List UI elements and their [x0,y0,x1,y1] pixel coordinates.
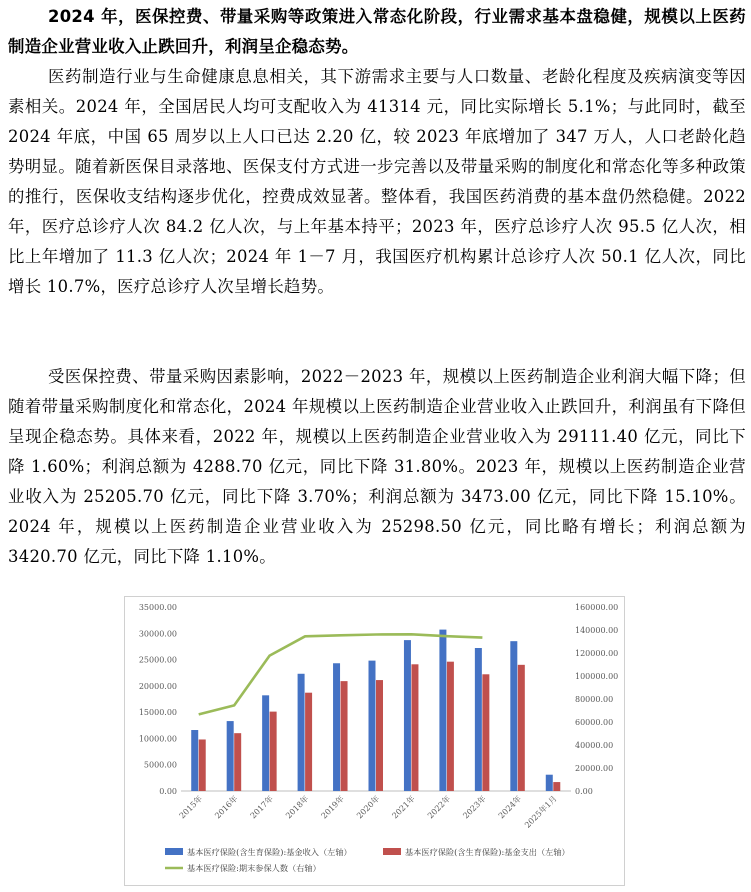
fund-income-bar [298,674,305,791]
fund-expense-bar [376,680,383,791]
body-paragraph-1: 医药制造行业与生命健康息息相关，其下游需求主要与人口数量、老龄化程度及疾病演变等因素相关。2024 年，全国居民人均可支配收入为 41314 元，同比实际增长 5.1%；与此同时，截至 2024 年底，中国 65 周岁以上人口已达 2.20 亿，较 2023 年底增加了 347 万人，人口老龄化趋势明显。随着新医保目录落地、医保支付方式进一步完善以及带量采购的制度化和常态化等多种政策的推行，医保收支结构逐步优化，控费成效显著。整体看，我国医药消费的基本盘仍然稳健。2022 年，医疗总诊疗人次 84.2 亿人次，与上年基本持平；2023 年，医疗总诊疗人次 95.5 亿人次，相比上年增加了 11.3 亿人次；2024 年 1－7 月，我国医疗机构累计总诊疗人次 50.1 亿人次，同比增长 10.7%，医疗总诊疗人次呈增长趋势。 [8,67,746,296]
fund-expense-bar [341,681,348,791]
left-axis-tick-label: 30000.00 [138,629,177,639]
fund-income-bar [510,641,517,791]
fund-income-bar [191,730,198,791]
right-axis-tick-label: 100000.00 [575,672,619,681]
legend-fund-income-swatch [165,848,183,855]
x-axis-category-label: 2023年 [461,794,488,821]
fund-income-bar [262,695,269,791]
x-axis-category-label: 2021年 [390,794,417,821]
left-axis-tick-label: 20000.00 [138,681,177,691]
section-heading: 2024 年，医保控费、带量采购等政策进入常态化阶段，行业需求基本盘稳健，规模以上医药制造企业营业收入止跌回升，利润呈企稳态势。 [8,7,746,56]
right-axis-tick-label: 0.00 [575,787,593,796]
left-axis-tick-label: 10000.00 [138,734,177,744]
fund-income-bar [369,661,376,791]
x-axis-category-label: 2018年 [284,794,311,821]
fund-expense-bar [234,733,241,791]
fund-income-bar [333,663,340,791]
fund-income-bar [475,648,482,791]
right-axis-tick-label: 80000.00 [575,695,614,704]
left-axis-tick-label: 25000.00 [138,655,177,665]
right-axis-tick-label: 40000.00 [575,741,614,750]
fund-expense-bar [411,664,418,791]
right-axis-tick-label: 20000.00 [575,764,614,773]
right-axis-tick-label: 160000.00 [575,603,619,612]
chart-frame [124,596,625,886]
left-axis-tick-label: 15000.00 [138,708,177,718]
right-axis-tick-label: 140000.00 [575,626,619,635]
fund-income-bar [439,630,446,791]
right-axis-tick-label: 60000.00 [575,718,614,727]
x-axis-category-label: 2016年 [213,794,240,821]
fund-expense-bar [518,665,525,791]
fund-expense-bar [199,739,206,791]
legend-fund-income-label: 基本医疗保险(含生育保险):基金收入（左轴） [187,847,352,857]
left-axis-tick-label: 0.00 [159,787,177,796]
fund-expense-bar [482,674,489,791]
x-axis-category-label: 2024年 [496,794,524,821]
fund-expense-bar [447,662,454,791]
legend-fund-expense-swatch [383,848,401,855]
fund-expense-bar [553,782,560,791]
fund-income-bar [546,775,553,791]
x-axis-category-label: 2025年1月 [523,794,559,830]
fund-income-bar [404,640,411,791]
legend-insured-persons-label: 基本医疗保险:期末参保人数（右轴） [187,863,321,873]
left-axis-tick-label: 35000.00 [138,603,177,612]
legend-fund-expense-label: 基本医疗保险(含生育保险):基金支出（左轴） [405,847,570,857]
x-axis-category-label: 2020年 [354,794,382,821]
fund-expense-bar [270,712,277,791]
fund-income-bar [227,721,234,791]
x-axis-category-label: 2022年 [425,794,453,821]
fund-expense-bar [305,693,312,791]
body-paragraph-2: 受医保控费、带量采购因素影响，2022－2023 年，规模以上医药制造企业利润大幅下降；但随着带量采购制度化和常态化，2024 年规模以上医药制造企业营业收入止跌回升，利润虽有下降但呈现企稳态势。具体来看，2022 年，规模以上医药制造企业营业收入为 29111.40 亿元，同比下降 1.60%；利润总额为 4288.70 亿元，同比下降 31.80%。2023 年，规模以上医药制造企业营业收入为 25205.70 亿元，同比下降 3.70%；利润总额为 3473.00 亿元，同比下降 15.10%。2024 年，规模以上医药制造企业营业收入为 25298.50 亿元，同比略有增长；利润总额为 3420.70 亿元，同比下降 1.10%。 [8,367,746,566]
right-axis-tick-label: 120000.00 [575,649,619,658]
x-axis-category-label: 2019年 [319,794,346,821]
medical-insurance-chart [125,597,624,885]
x-axis-category-label: 2017年 [248,794,276,821]
x-axis-category-label: 2015年 [177,794,205,821]
left-axis-tick-label: 5000.00 [143,760,177,770]
